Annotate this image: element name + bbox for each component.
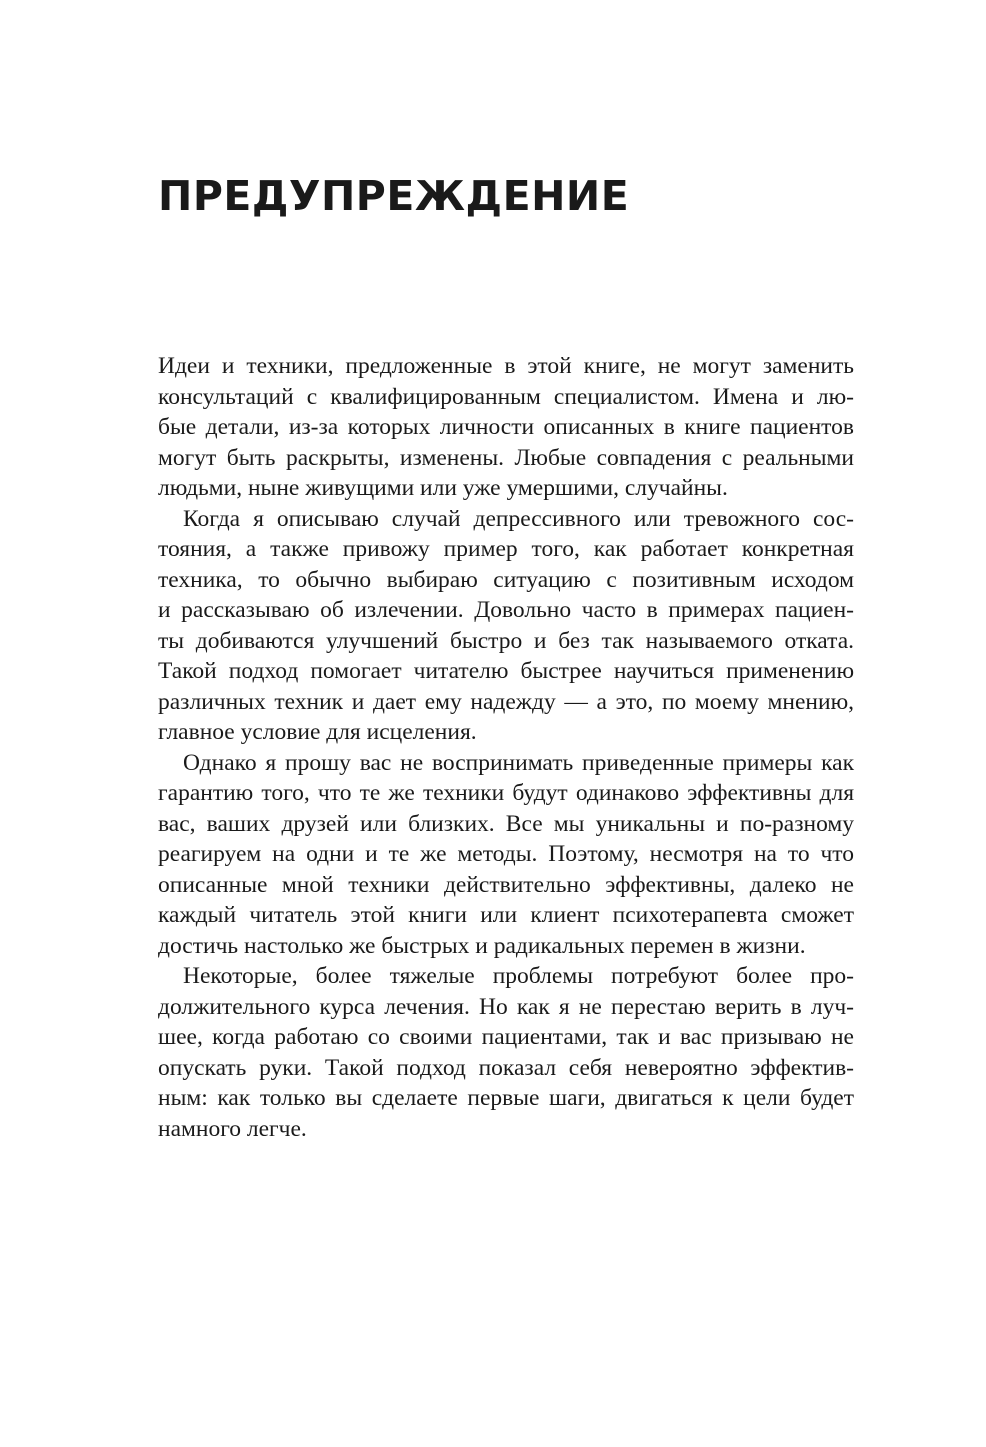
paragraph-1 (158, 351, 854, 504)
text-line: гарантию того, что те же техники будут одинаково эффективны для (158, 780, 854, 806)
text-line: техника, то обычно выбираю ситуацию с позитивным исходом (158, 566, 854, 593)
text-line: описанные мной техники действительно эффективны, далеко не (158, 871, 854, 898)
paragraph-4 (158, 961, 854, 1144)
text-line: людьми, ныне живущими или уже умершими, случайны. (158, 475, 728, 501)
paragraph-3 (158, 748, 854, 962)
text-line: могут быть раскрыты, изменены. Любые совпадения с реальными (158, 444, 854, 471)
page-title: ПРЕДУПРЕЖДЕНИЕ (158, 172, 630, 220)
text-line: различных техник и дает ему надежду — а это, по моему мнению, (158, 688, 854, 715)
text-line: Некоторые, более тяжелые проблемы потребуют более про- (183, 963, 854, 989)
text-line: Когда я описываю случай депрессивного или тревожного сос- (183, 505, 854, 532)
text-line: ным: как только вы сделаете первые шаги, двигаться к цели будет (158, 1085, 854, 1111)
text-line: намного легче. (158, 1115, 307, 1142)
text-line: должительного курса лечения. Но как я не перестаю верить в луч- (158, 993, 854, 1020)
text-line: главное условие для исцеления. (158, 719, 477, 745)
text-line: Идеи и техники, предложенные в этой книге, не могут заменить (158, 353, 854, 379)
text-line: и рассказываю об излечении. Довольно часто в примерах пациен- (158, 597, 854, 623)
text-line: каждый читатель этой книги или клиент психотерапевта сможет (158, 902, 854, 928)
text-line: тояния, а также привожу пример того, как работает конкретная (158, 536, 854, 562)
text-line: вас, ваших друзей или близких. Все мы уникальны и по-разному (158, 810, 854, 837)
text-line: опускать руки. Такой подход показал себя невероятно эффектив- (158, 1054, 854, 1081)
text-line: Однако я прошу вас не воспринимать приведенные примеры как (183, 749, 854, 776)
text-line: консультаций с квалифицированным специалистом. Имена и лю- (158, 383, 854, 410)
body-text (158, 351, 854, 1144)
paragraph-2 (158, 504, 854, 748)
text-line: ты добиваются улучшений быстро и без так называемого отката. (158, 627, 854, 654)
text-line: бые детали, из-за которых личности описанных в книге пациентов (158, 414, 854, 440)
text-line: шее, когда работаю со своими пациентами, так и вас призываю не (158, 1024, 854, 1050)
text-line: достичь настолько же быстрых и радикальных перемен в жизни. (158, 932, 806, 959)
text-line: реагируем на одни и те же методы. Поэтому, несмотря на то что (158, 841, 854, 867)
text-line: Такой подход помогает читателю быстрее научиться применению (158, 658, 854, 684)
